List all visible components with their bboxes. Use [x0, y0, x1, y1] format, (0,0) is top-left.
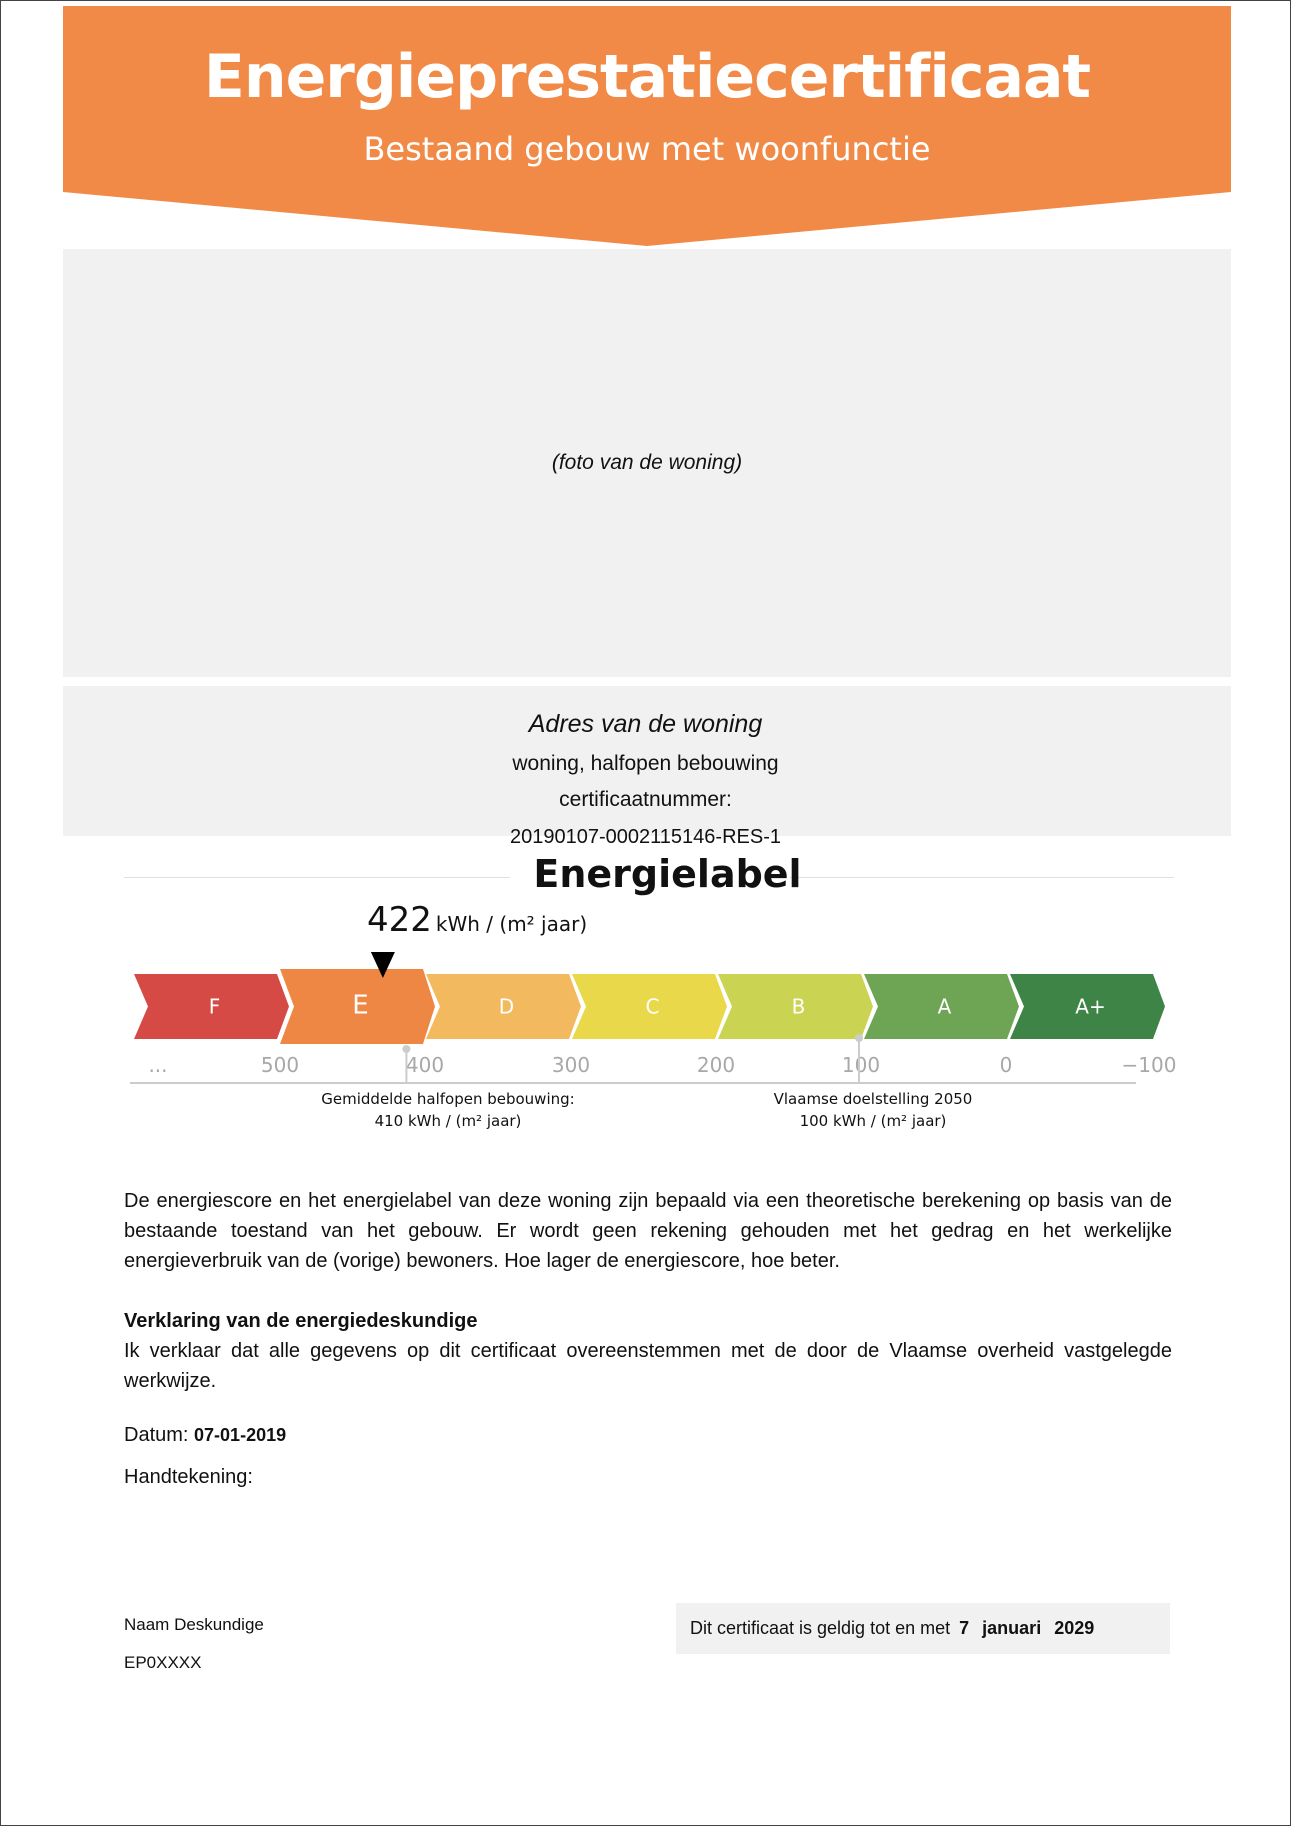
target-reference-dot	[855, 1034, 863, 1042]
intro-paragraph: De energiescore en het energielabel van deze woning zijn bepaald via een theoretische berekening op basis van de bestaande toestand van het gebouw. Er wordt geen rekening gehouden met het gedrag en het werkelijke energieverbruik van de (vorige) bewoners. Hoe lager de energiescore, hoe beter.	[124, 1190, 1172, 1272]
average-reference-line1: Gemiddelde halfopen bebouwing:	[321, 1090, 575, 1108]
scale-tick-label: −100	[1121, 1053, 1177, 1077]
scale-tick-label: 0	[999, 1053, 1013, 1077]
label-text-f: F	[208, 994, 221, 1019]
validity-box	[676, 1603, 1170, 1654]
validity-text: Dit certificaat is geldig tot en met	[690, 1618, 951, 1638]
declaration-text: Ik verklaar dat alle gegevens op dit certificaat overeenstemmen met de door de Vlaamse overheid vastgelegde werkwijze.	[124, 1340, 1172, 1392]
date-row	[124, 1424, 286, 1447]
photo-caption: (foto van de woning)	[551, 451, 743, 474]
average-reference-note	[298, 1088, 598, 1132]
signature-label: Handtekening:	[124, 1466, 253, 1488]
scale-tick-label: 200	[696, 1053, 736, 1077]
energy-score-value: 422	[367, 900, 432, 940]
scale-tick-label: 100	[841, 1053, 881, 1077]
average-reference-dot	[402, 1045, 410, 1053]
label-text-a: A	[937, 994, 952, 1019]
scale-tick-label: 300	[551, 1053, 591, 1077]
energielabel-heading: Energielabel	[533, 852, 802, 896]
declaration-title: Verklaring van de energiedeskundige	[124, 1310, 478, 1332]
label-text-e: E	[352, 990, 369, 1021]
date-label: Datum:	[124, 1424, 189, 1446]
scale-tick-label: ...	[148, 1053, 168, 1077]
date-value: 07-01-2019	[194, 1425, 287, 1445]
certificate-number-label: certificaatnummer:	[559, 788, 732, 811]
validity-month: januari	[982, 1618, 1042, 1638]
target-reference-line1: Vlaamse doelstelling 2050	[773, 1090, 973, 1108]
label-text-aplus: A+	[1075, 994, 1106, 1019]
target-reference-line2: 100 kWh / (m² jaar)	[799, 1112, 947, 1130]
certificate-number: 20190107-0002115146-RES-1	[510, 826, 781, 848]
address-title: Adres van de woning	[528, 710, 763, 738]
expert-name: Naam Deskundige	[124, 1615, 264, 1634]
label-text-c: C	[645, 994, 660, 1019]
label-text-b: B	[791, 994, 806, 1019]
building-type: woning, halfopen bebouwing	[512, 752, 779, 775]
label-text-d: D	[498, 994, 515, 1019]
validity-year: 2029	[1054, 1618, 1095, 1638]
average-reference-line2: 410 kWh / (m² jaar)	[374, 1112, 522, 1130]
page-title: Energieprestatiecertificaat	[203, 42, 1091, 112]
energy-score-unit: kWh / (m² jaar)	[435, 912, 588, 936]
scale-tick-label: 500	[260, 1053, 300, 1077]
expert-id: EP0XXXX	[124, 1653, 202, 1672]
validity-day: 7	[959, 1618, 970, 1638]
page-subtitle: Bestaand gebouw met woonfunctie	[363, 130, 931, 168]
scale-tick-label: 400	[405, 1053, 445, 1077]
target-reference-note	[723, 1088, 1023, 1132]
